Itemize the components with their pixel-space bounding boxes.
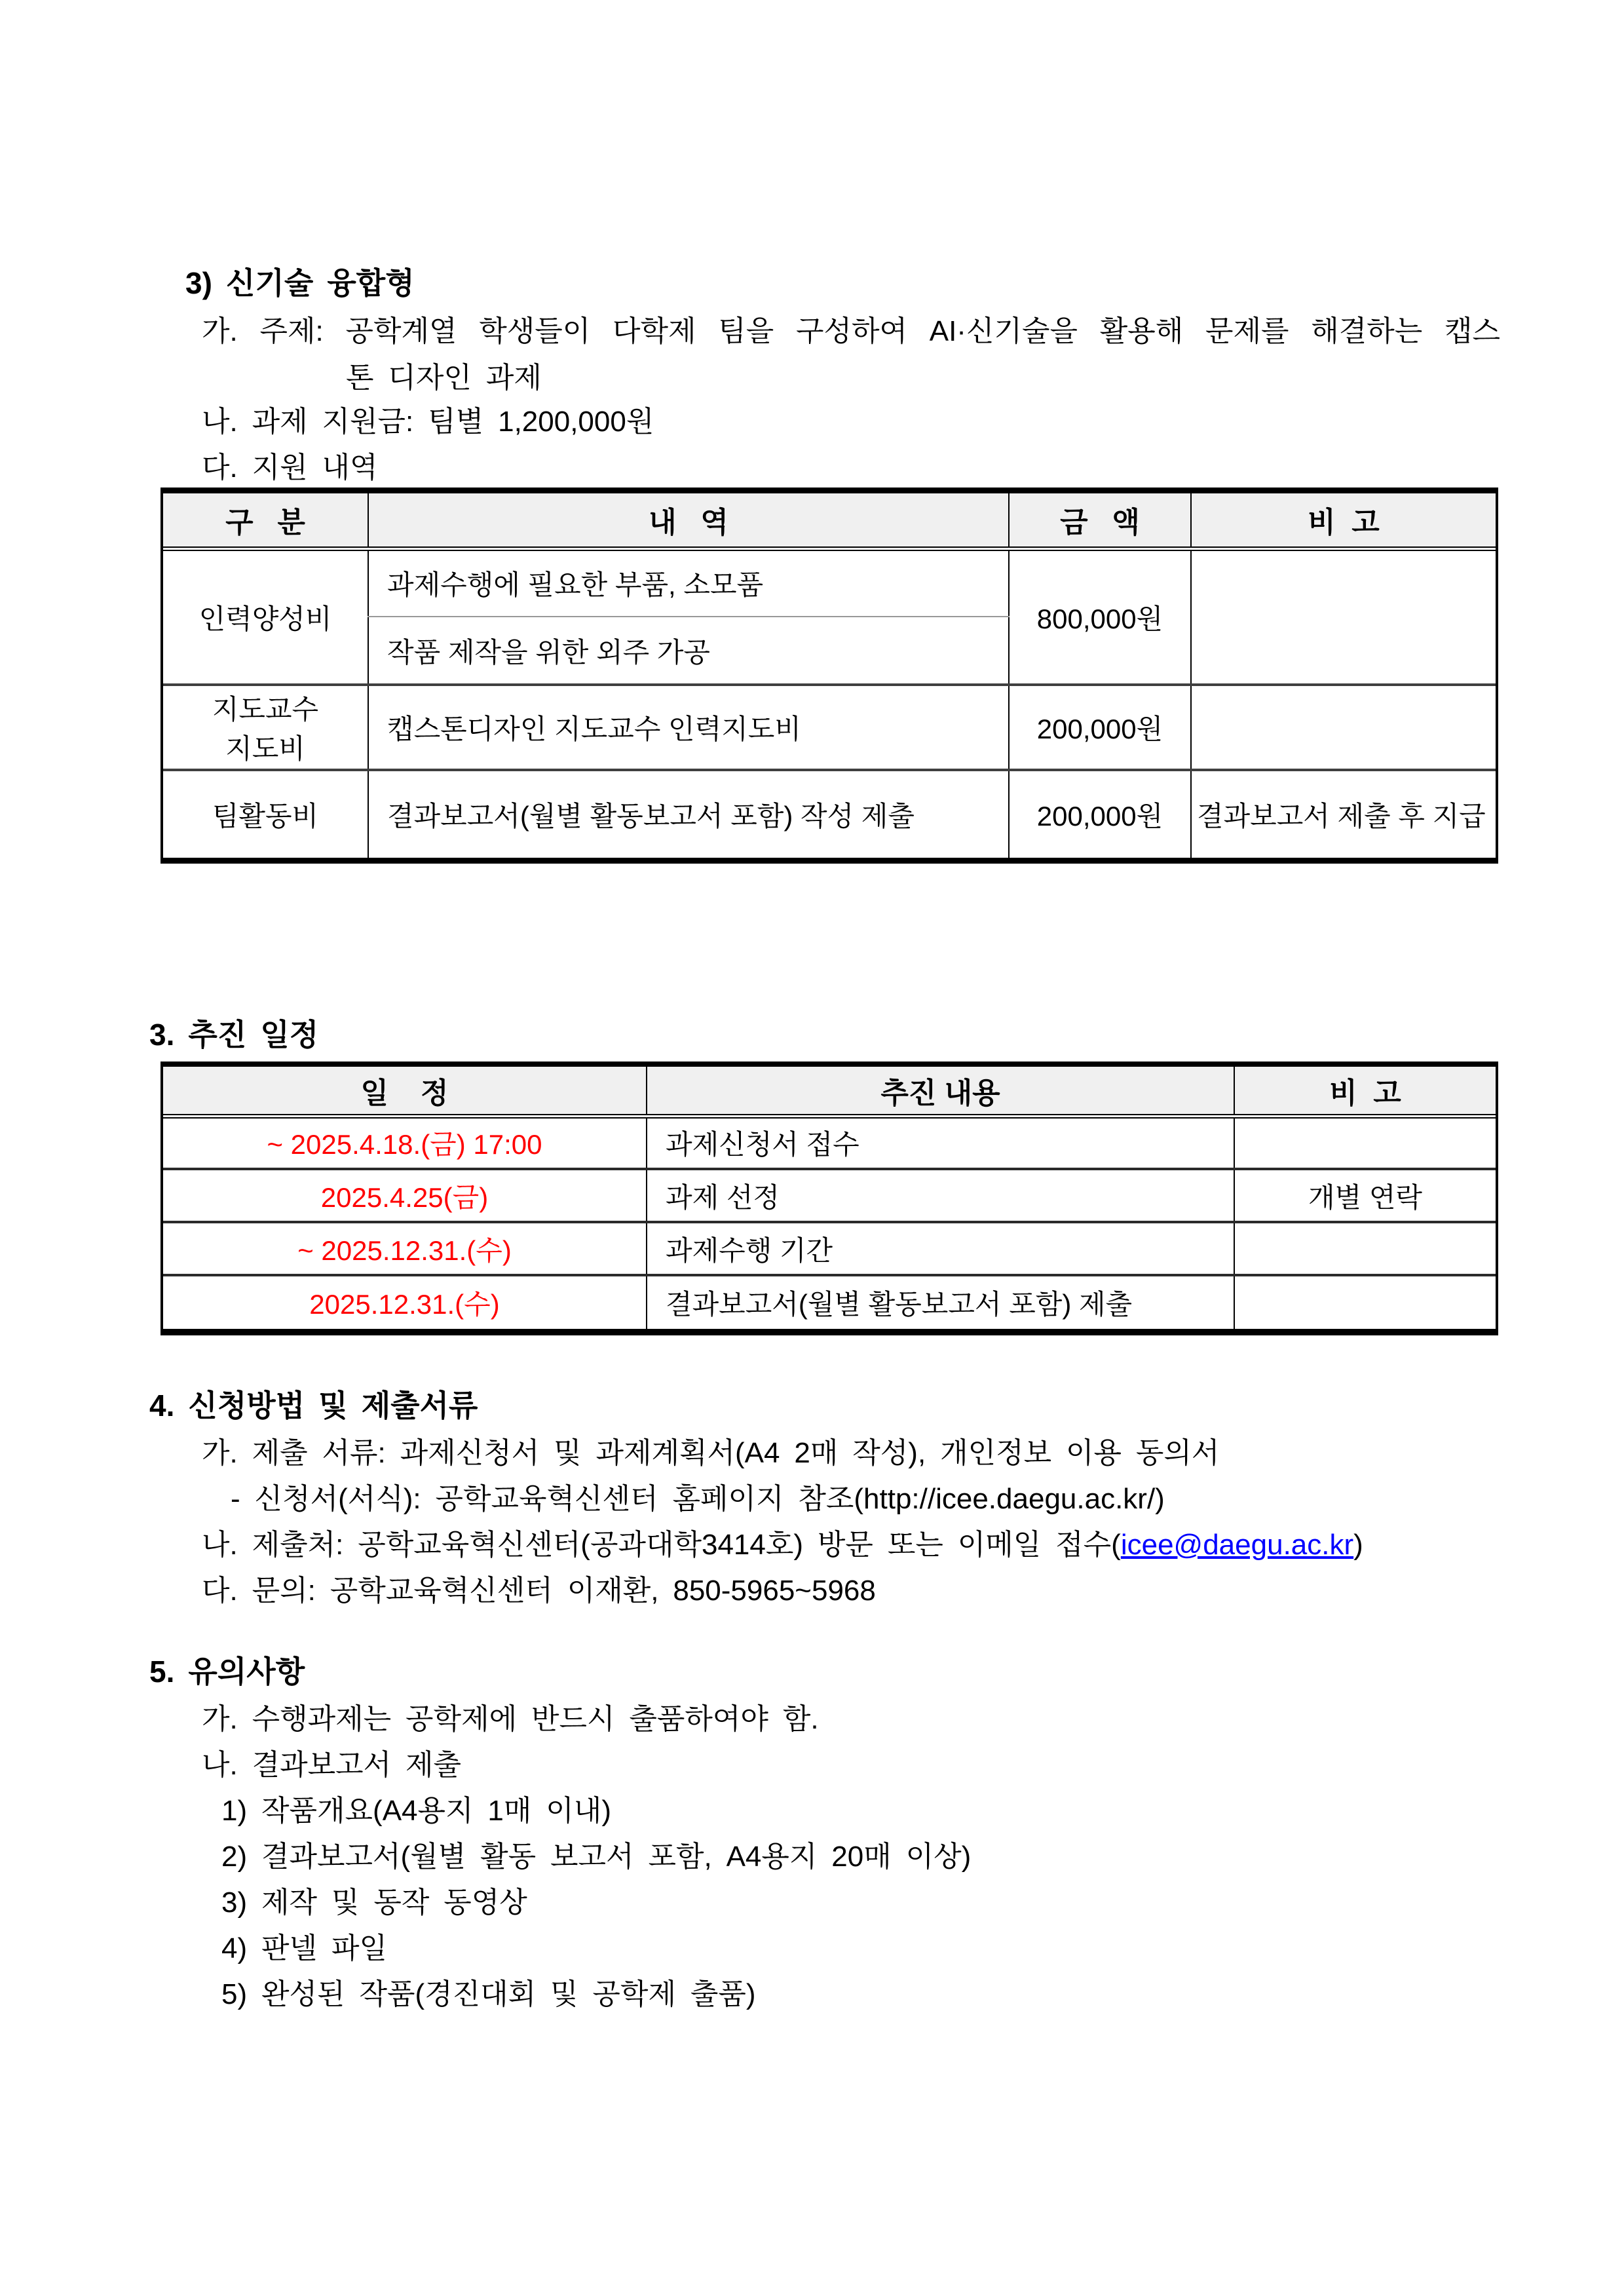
schedule-cell-content-apply: 과제신청서 접수 — [647, 1116, 1234, 1169]
notice-sub-item-work: 5) 완성된 작품(경진대회 및 공학제 출품) — [221, 1978, 756, 2010]
schedule-header-content: 추진 내용 — [647, 1067, 1234, 1116]
table-row — [163, 548, 1496, 617]
section-heading-apply: 4. 신청방법 및 제출서류 — [149, 1388, 478, 1423]
support-table-header-row — [163, 493, 1496, 548]
support-cell-note-advisor — [1191, 685, 1496, 770]
support-header-detail: 내 역 — [368, 493, 1009, 548]
support-cell-amount-advisor: 200,000원 — [1009, 685, 1191, 770]
notice-sub-item-report: 2) 결과보고서(월별 활동 보고서 포함, A4용지 20매 이상) — [221, 1841, 972, 1873]
subsection-heading-new-tech: 3) 신기술 융합형 — [185, 266, 415, 300]
notice-sub-item-panel: 4) 판넬 파일 — [221, 1932, 387, 1964]
support-header-note: 비 고 — [1191, 493, 1496, 548]
schedule-header-date: 일 정 — [163, 1067, 647, 1116]
item-topic-line2: 톤 디자인 과제 — [346, 362, 542, 394]
apply-item-documents: 가. 제출 서류: 과제신청서 및 과제계획서(A4 2매 작성), 개인정보 이용 동의서 — [202, 1437, 1220, 1469]
schedule-cell-content-period: 과제수행 기간 — [647, 1222, 1234, 1275]
item-topic-line1: 가. 주제: 공학계열 학생들이 다학제 팀을 구성하여 AI·신기술을 활용해 문제를 해결하는 캡스 — [202, 315, 1500, 347]
schedule-table-header-row — [163, 1067, 1496, 1116]
support-cell-detail-outsourcing: 작품 제작을 위한 외주 가공 — [368, 617, 1009, 685]
support-header-category: 구 분 — [163, 493, 368, 548]
schedule-cell-note-select: 개별 연락 — [1234, 1169, 1496, 1222]
item-grant-amount: 나. 과제 지원금: 팀별 1,200,000원 — [202, 406, 654, 438]
support-cell-detail-team: 결과보고서(월별 활동보고서 포함) 작성 제출 — [368, 770, 1009, 858]
table-row — [163, 1222, 1496, 1275]
apply-item-submit-to — [202, 1527, 1363, 1563]
support-cell-category-team: 팀활동비 — [212, 801, 319, 832]
advisor-category-line1: 지도교수 — [212, 694, 319, 725]
table-row — [163, 685, 1496, 770]
table-row — [163, 1169, 1496, 1222]
apply-submit-suffix: ) — [1353, 1529, 1363, 1561]
advisor-category-line2: 지도비 — [225, 733, 305, 764]
support-cell-category-advisor — [163, 685, 368, 770]
support-cell-note-manpower — [1191, 548, 1496, 685]
schedule-cell-content-report: 결과보고서(월별 활동보고서 포함) 제출 — [647, 1275, 1234, 1329]
support-cell-detail-parts: 과제수행에 필요한 부품, 소모품 — [368, 548, 1009, 617]
support-cell-amount-manpower: 800,000원 — [1009, 548, 1191, 685]
apply-item-form-link: - 신청서(서식): 공학교육혁신센터 홈페이지 참조(http://icee.daegu.ac.kr/) — [231, 1483, 1165, 1515]
email-link[interactable]: icee@daegu.ac.kr — [1120, 1529, 1354, 1561]
schedule-cell-date-report: 2025.12.31.(수) — [309, 1289, 500, 1320]
notice-sub-item-video: 3) 제작 및 동작 동영상 — [221, 1886, 527, 1919]
table-row — [163, 1275, 1496, 1329]
schedule-cell-date-select: 2025.4.25(금) — [163, 1169, 647, 1222]
support-table-wrapper — [161, 488, 1498, 864]
notice-item-exhibit: 가. 수행과제는 공학제에 반드시 출품하여야 함. — [202, 1703, 819, 1735]
apply-item-contact: 다. 문의: 공학교육혁신센터 이재환, 850-5965~5968 — [202, 1575, 876, 1607]
schedule-table-wrapper — [161, 1062, 1498, 1335]
notice-sub-item-overview: 1) 작품개요(A4용지 1매 이내) — [221, 1795, 611, 1827]
schedule-cell-note-period — [1234, 1222, 1496, 1275]
support-cell-note-team: 결과보고서 제출 후 지급 — [1191, 770, 1496, 858]
support-cell-detail-advisor: 캡스톤디자인 지도교수 인력지도비 — [368, 685, 1009, 770]
table-row — [163, 770, 1496, 858]
support-cell-amount-team: 200,000원 — [1009, 770, 1191, 858]
schedule-cell-date-period: ~ 2025.12.31.(수) — [163, 1222, 647, 1275]
section-heading-schedule: 3. 추진 일정 — [149, 1018, 319, 1052]
schedule-table — [163, 1067, 1496, 1329]
schedule-cell-note-report — [1234, 1275, 1496, 1329]
schedule-cell-date-apply: ~ 2025.4.18.(금) 17:00 — [163, 1116, 647, 1169]
item-support-detail-label: 다. 지원 내역 — [202, 451, 378, 484]
table-row — [163, 1116, 1496, 1169]
schedule-header-note: 비 고 — [1234, 1067, 1496, 1116]
support-table — [163, 493, 1496, 858]
support-cell-category-manpower: 인력양성비 — [163, 548, 368, 685]
notice-item-report-submit: 나. 결과보고서 제출 — [202, 1749, 462, 1781]
section-heading-notice: 5. 유의사항 — [149, 1655, 305, 1689]
apply-submit-prefix: 나. 제출처: 공학교육혁신센터(공과대학3414호) 방문 또는 이메일 접수( — [202, 1529, 1121, 1561]
support-header-amount: 금 액 — [1009, 493, 1191, 548]
schedule-cell-content-select: 과제 선정 — [647, 1169, 1234, 1222]
schedule-cell-note-apply — [1234, 1116, 1496, 1169]
